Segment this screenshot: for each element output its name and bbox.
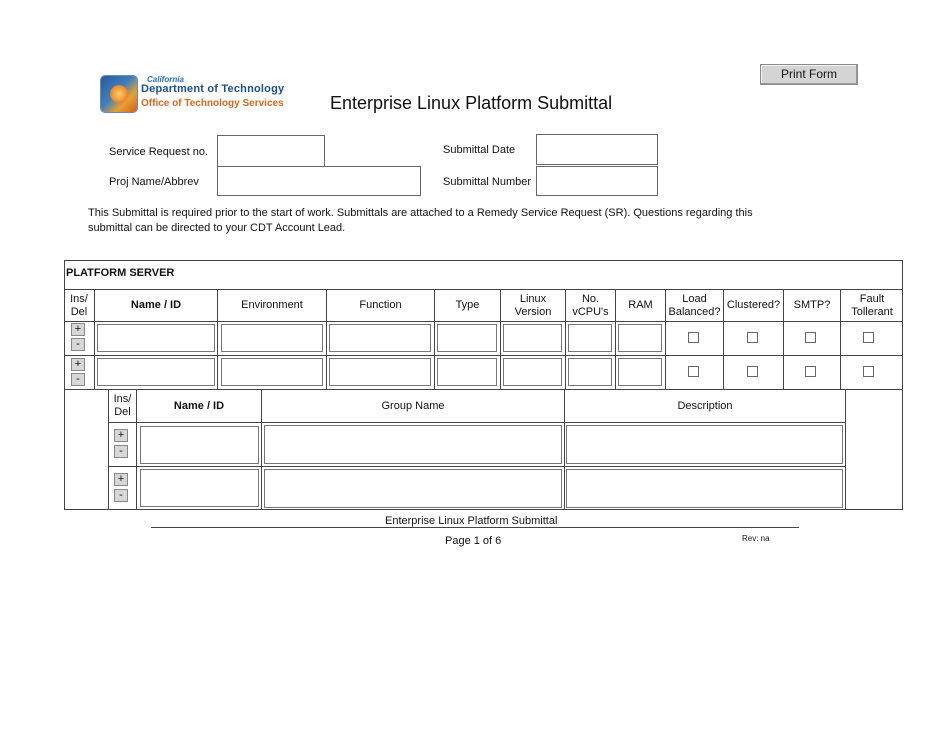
ram-input[interactable] <box>618 324 662 352</box>
col-environment: Environment <box>241 299 303 311</box>
submittal-date-label: Submittal Date <box>443 144 516 156</box>
clustered-checkbox[interactable] <box>747 366 758 377</box>
fault-tolerant-checkbox[interactable] <box>863 332 874 343</box>
service-request-label: Service Request no. <box>109 146 209 158</box>
cdt-logo <box>101 76 283 114</box>
add-row-button[interactable]: + <box>71 358 85 371</box>
group-name-id-input[interactable] <box>140 426 259 464</box>
col-ram: RAM <box>628 299 653 311</box>
submittal-number-label: Submittal Number <box>443 176 532 188</box>
col-vcpus: No. vCPU's <box>572 292 609 318</box>
submittal-number-input[interactable] <box>536 166 658 196</box>
add-row-button[interactable]: + <box>71 323 85 336</box>
col-smtp: SMTP? <box>793 299 831 311</box>
linux-version-input[interactable] <box>503 324 562 352</box>
function-input[interactable] <box>329 358 431 386</box>
delete-group-row-button[interactable]: - <box>114 445 128 458</box>
add-group-row-button[interactable]: + <box>114 473 128 486</box>
col-name-id: Name / ID <box>130 299 182 311</box>
group-name-input[interactable] <box>264 469 562 508</box>
linux-version-input[interactable] <box>503 358 562 386</box>
vcpus-input[interactable] <box>568 324 612 352</box>
type-input[interactable] <box>437 358 497 386</box>
proj-name-label: Proj Name/Abbrev <box>109 176 199 188</box>
function-input[interactable] <box>329 324 431 352</box>
load-balanced-checkbox[interactable] <box>688 366 699 377</box>
section-title: PLATFORM SERVER <box>66 267 175 279</box>
print-form-button[interactable]: Print Form <box>760 64 858 85</box>
group-description-input[interactable] <box>566 425 843 464</box>
group-col-group-name: Group Name <box>381 399 445 412</box>
clustered-checkbox[interactable] <box>747 332 758 343</box>
col-linux-version: Linux Version <box>514 292 552 318</box>
fault-tolerant-checkbox[interactable] <box>863 366 874 377</box>
name-id-input[interactable] <box>97 358 215 386</box>
add-group-row-button[interactable]: + <box>114 429 128 442</box>
group-col-name-id: Name / ID <box>173 399 225 412</box>
environment-input[interactable] <box>221 324 323 352</box>
type-input[interactable] <box>437 324 497 352</box>
submittal-date-input[interactable] <box>536 134 658 165</box>
proj-name-input[interactable] <box>217 166 421 196</box>
submittal-instructions: This Submittal is required prior to the start of work. Submittals are attached to a Remedy Service Request (SR). Questions regarding this submittal can be directed to your CDT Account Lead. <box>88 207 753 234</box>
load-balanced-checkbox[interactable] <box>688 332 699 343</box>
service-request-input[interactable] <box>217 135 325 167</box>
logo-line-office: Office of Technology Services <box>141 98 284 109</box>
delete-row-button[interactable]: - <box>71 338 85 351</box>
delete-row-button[interactable]: - <box>71 373 85 386</box>
cdt-emblem-icon <box>101 76 137 112</box>
logo-line-department: Department of Technology <box>141 83 285 95</box>
ram-input[interactable] <box>618 358 662 386</box>
col-load-balanced: Load Balanced? <box>668 292 721 318</box>
name-id-input[interactable] <box>97 324 215 352</box>
col-ins-del: Ins/ Del <box>70 292 88 318</box>
col-clustered: Clustered? <box>726 299 781 311</box>
col-type: Type <box>455 299 480 311</box>
group-name-id-input[interactable] <box>140 469 259 507</box>
logo-line-california: California <box>147 75 184 84</box>
delete-group-row-button[interactable]: - <box>114 489 128 502</box>
environment-input[interactable] <box>221 358 323 386</box>
footer-doc-title: Enterprise Linux Platform Submittal <box>385 515 558 527</box>
vcpus-input[interactable] <box>568 358 612 386</box>
group-description-input[interactable] <box>566 469 843 508</box>
revision-label: Rev: na <box>742 534 770 543</box>
col-function: Function <box>359 299 402 311</box>
smtp-checkbox[interactable] <box>805 332 816 343</box>
smtp-checkbox[interactable] <box>805 366 816 377</box>
page-title: Enterprise Linux Platform Submittal <box>330 93 613 113</box>
group-col-ins-del: Ins/ Del <box>113 393 132 418</box>
col-fault-tolerant: Fault Tollerant <box>851 292 893 318</box>
group-name-input[interactable] <box>264 425 562 464</box>
page-number: Page 1 of 6 <box>445 535 502 547</box>
footer-divider <box>151 527 799 528</box>
group-col-description: Description <box>677 399 733 412</box>
